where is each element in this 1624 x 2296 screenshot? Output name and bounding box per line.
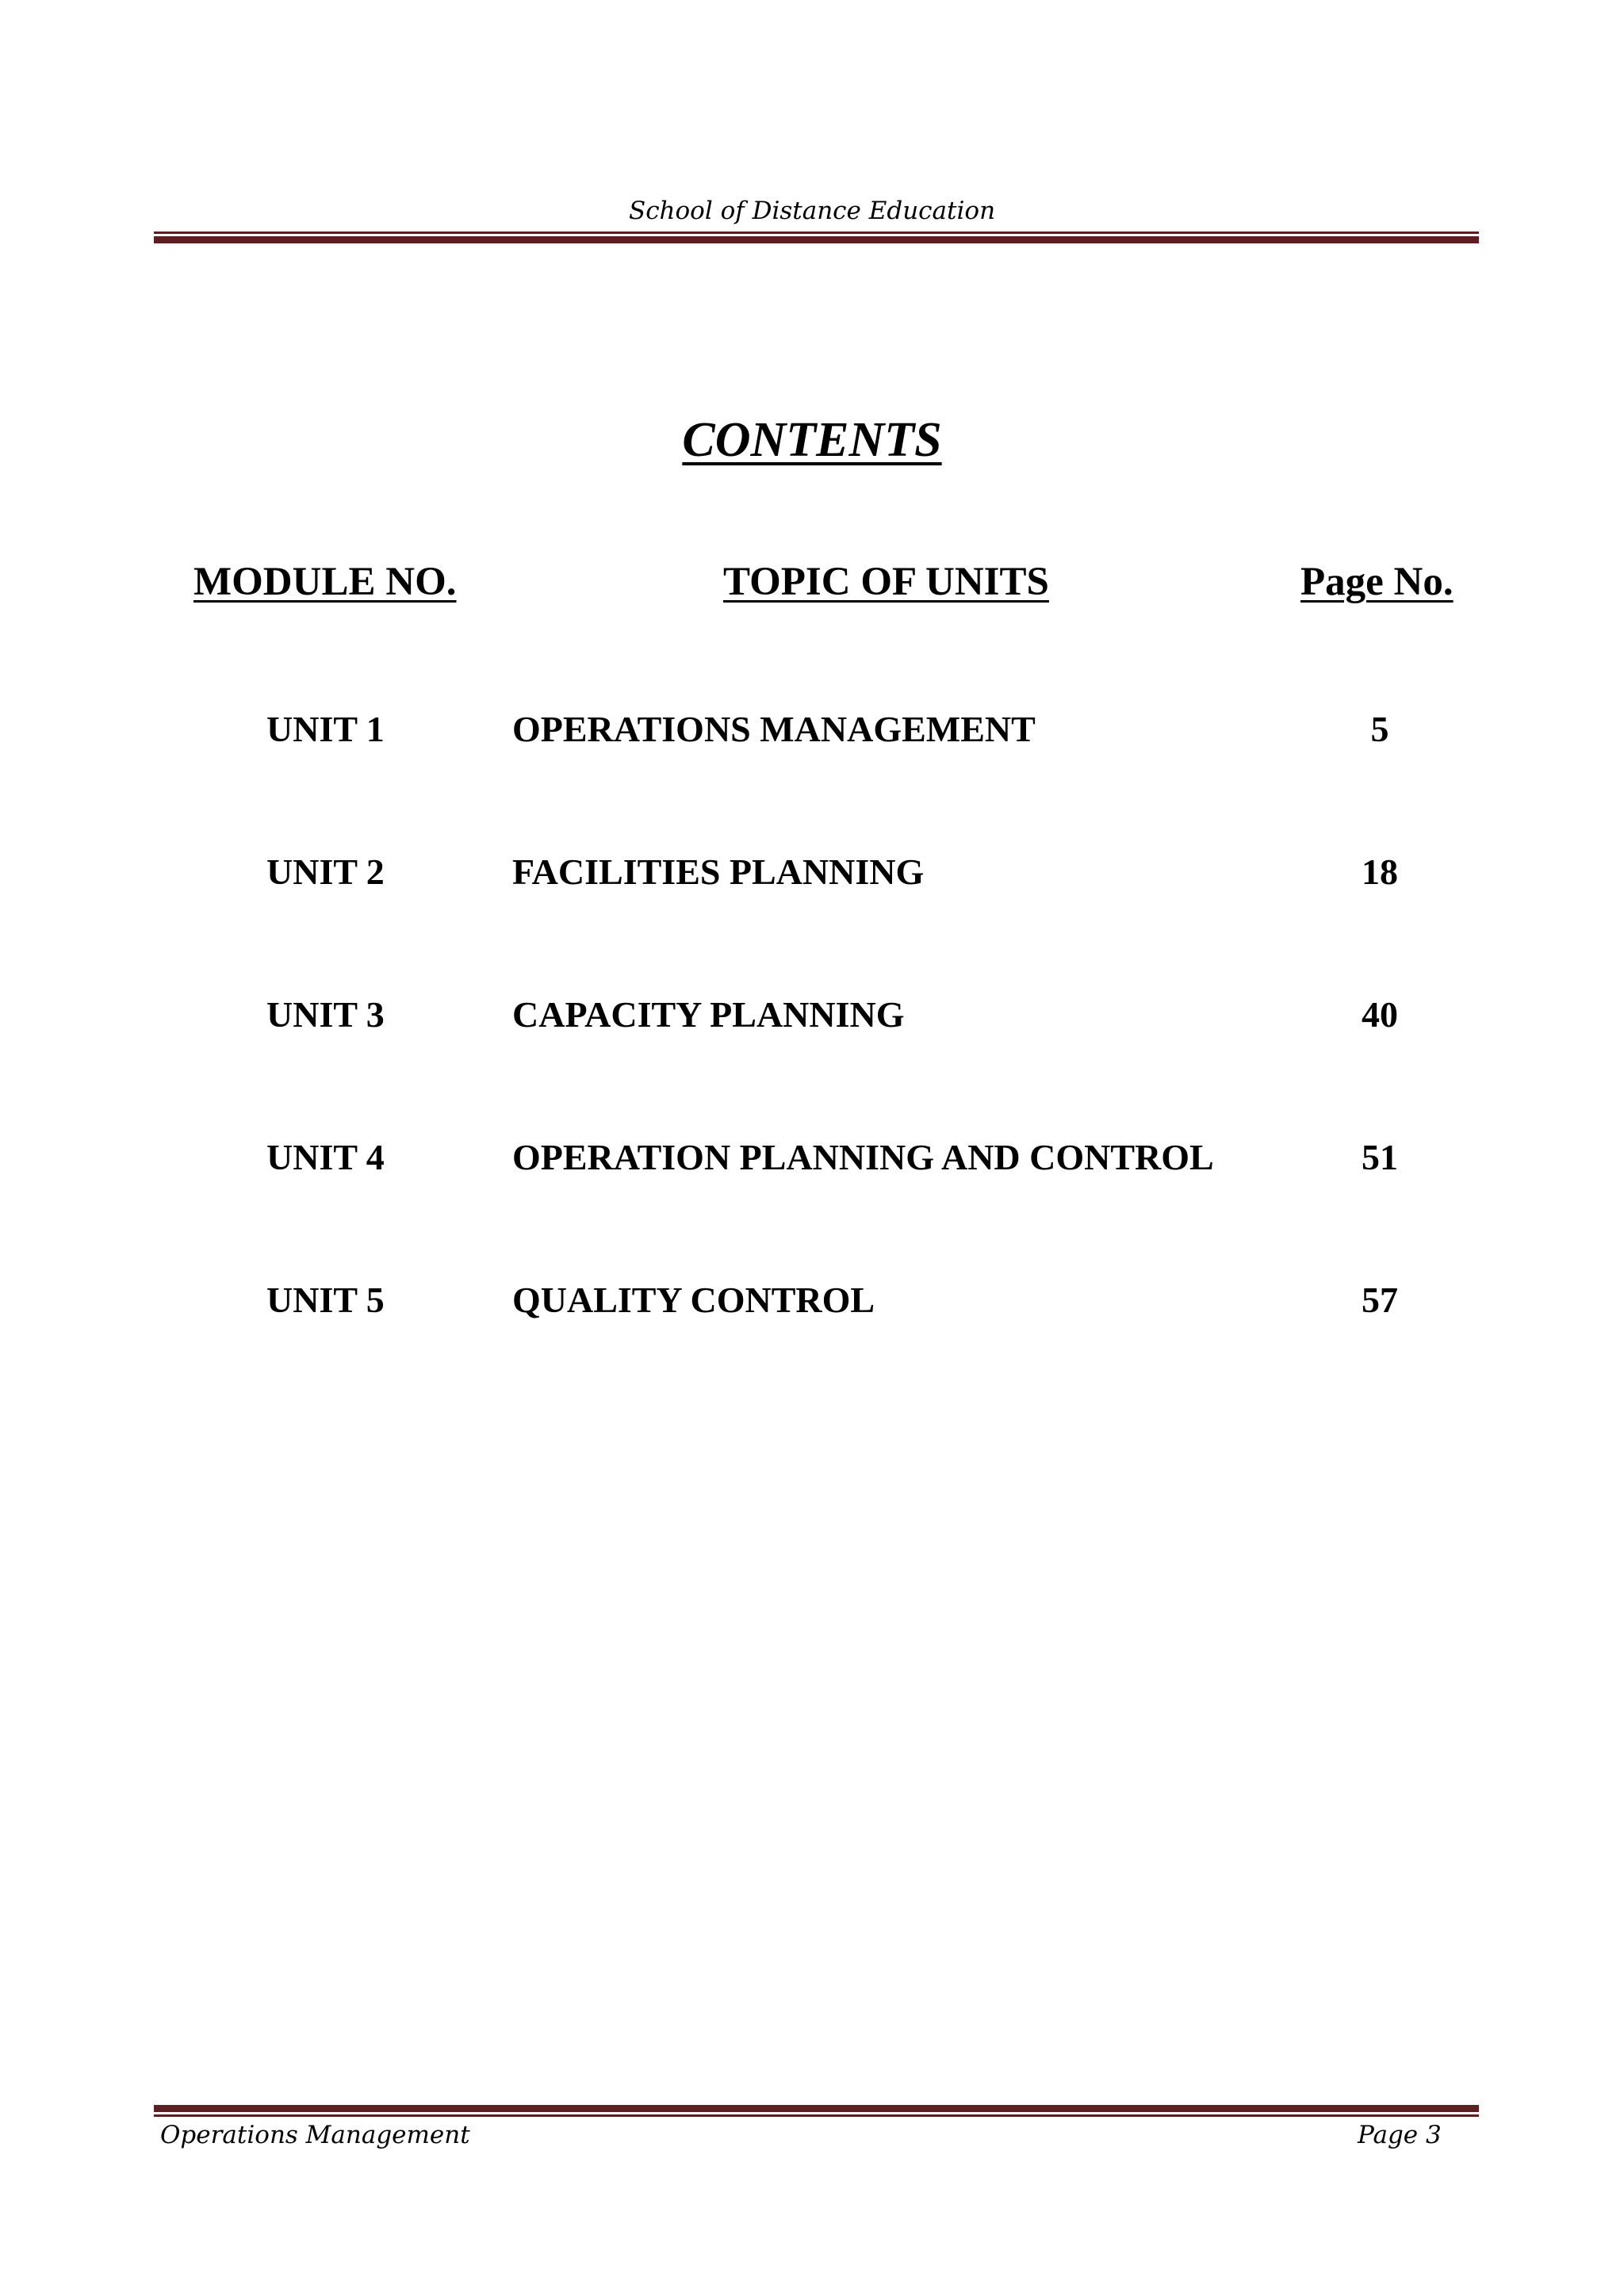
column-header-module: MODULE NO. bbox=[193, 560, 457, 604]
unit-number: UNIT 4 bbox=[266, 1137, 385, 1177]
unit-page: 18 bbox=[1362, 851, 1398, 892]
column-header-topic: TOPIC OF UNITS bbox=[723, 560, 1049, 604]
unit-topic: CAPACITY PLANNING bbox=[512, 994, 905, 1035]
unit-page: 5 bbox=[1370, 709, 1389, 749]
unit-page: 57 bbox=[1362, 1280, 1398, 1320]
contents-row bbox=[0, 851, 1624, 993]
unit-number: UNIT 1 bbox=[266, 709, 385, 749]
unit-number: UNIT 5 bbox=[266, 1280, 385, 1320]
footer-rule bbox=[154, 2105, 1479, 2117]
header-rule bbox=[154, 232, 1479, 243]
contents-row bbox=[0, 993, 1624, 1136]
unit-topic: OPERATION PLANNING AND CONTROL bbox=[512, 1137, 1214, 1177]
contents-list bbox=[0, 708, 1624, 1422]
page-title: CONTENTS bbox=[682, 413, 942, 467]
unit-topic: OPERATIONS MANAGEMENT bbox=[512, 709, 1036, 749]
contents-row bbox=[0, 1279, 1624, 1422]
unit-page: 51 bbox=[1362, 1137, 1398, 1177]
unit-topic: FACILITIES PLANNING bbox=[512, 851, 925, 892]
header-institution: School of Distance Education bbox=[628, 197, 996, 225]
footer-page-number: Page 3 bbox=[1358, 2121, 1442, 2149]
column-header-page: Page No. bbox=[1300, 560, 1454, 604]
contents-row bbox=[0, 708, 1624, 851]
unit-page: 40 bbox=[1362, 994, 1398, 1035]
contents-row bbox=[0, 1136, 1624, 1279]
unit-topic: QUALITY CONTROL bbox=[512, 1280, 875, 1320]
unit-number: UNIT 3 bbox=[266, 994, 385, 1035]
footer-book-title: Operations Management bbox=[160, 2121, 470, 2149]
unit-number: UNIT 2 bbox=[266, 851, 385, 892]
